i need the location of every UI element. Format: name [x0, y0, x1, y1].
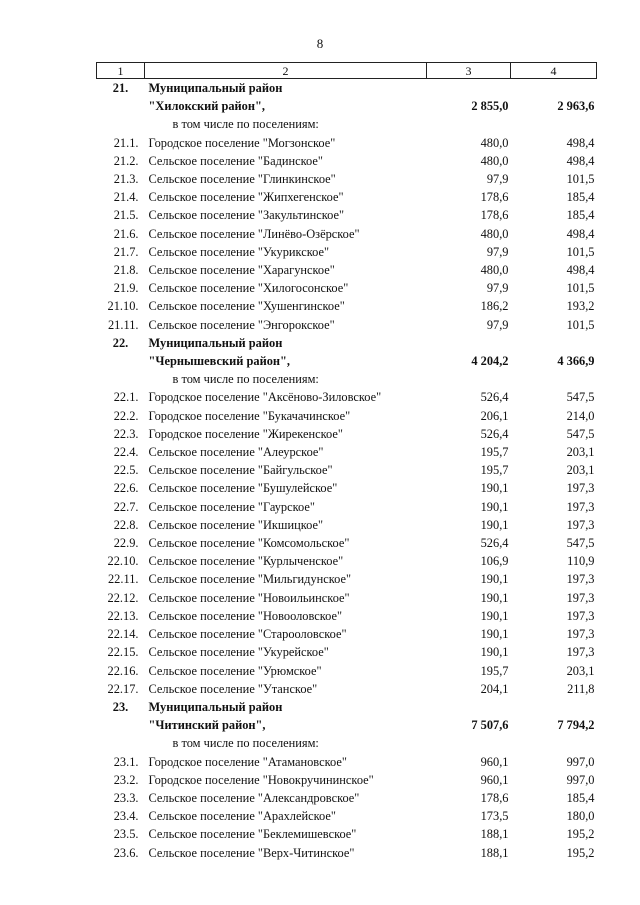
row-number: 21.2. — [113, 153, 139, 168]
row-number: 21.5. — [113, 208, 139, 223]
row-value-col4: 195,2 — [566, 845, 595, 860]
row-value-col3: 204,1 — [480, 681, 509, 696]
district-row — [97, 79, 597, 98]
row-value-col3: 178,6 — [480, 208, 509, 223]
row-number — [97, 716, 145, 734]
row-number: 22.7. — [113, 499, 139, 514]
row-number: 23.1. — [113, 754, 139, 769]
row-number — [97, 97, 145, 115]
table-header — [97, 63, 597, 79]
row-name: Сельское поселение "Верх-Читинское" — [148, 845, 355, 860]
row-value-col4: 211,8 — [567, 681, 595, 696]
row-name: Сельское поселение "Комсомольское" — [148, 536, 350, 551]
table-body — [97, 79, 597, 862]
row-value-col4: 101,5 — [566, 244, 595, 259]
table-row — [97, 825, 597, 843]
row-value-col3: 178,6 — [480, 790, 509, 805]
table-row — [97, 279, 597, 297]
row-value-col4: 997,0 — [566, 772, 595, 787]
row-value-col4: 997,0 — [566, 754, 595, 769]
row-number — [97, 370, 145, 388]
row-number: 21.9. — [113, 281, 139, 296]
row-number: 22.13. — [107, 608, 139, 623]
row-value-col4: 185,4 — [566, 790, 595, 805]
table-row — [97, 771, 597, 789]
row-name: в том числе по поселениям: — [172, 372, 319, 387]
row-value-col4: 498,4 — [566, 226, 595, 241]
row-number: 23. — [112, 699, 129, 714]
subheading-row — [97, 115, 597, 133]
table-row — [97, 680, 597, 698]
row-number: 23.5. — [113, 827, 139, 842]
row-number: 23.2. — [113, 772, 139, 787]
row-value-col4: 180,0 — [566, 809, 595, 824]
row-name: Сельское поселение "Хушенгинское" — [148, 299, 345, 314]
row-value-col4 — [511, 79, 597, 98]
row-name: Муниципальный район — [148, 699, 283, 714]
table-row — [97, 643, 597, 661]
row-value-col3: 480,0 — [480, 135, 509, 150]
table-row — [97, 607, 597, 625]
row-number: 21.8. — [113, 263, 139, 278]
row-name: Сельское поселение "Глинкинское" — [148, 172, 336, 187]
row-number: 22.2. — [113, 408, 139, 423]
row-value-col3: 97,9 — [486, 281, 509, 296]
row-value-col3: 526,4 — [480, 536, 509, 551]
row-number — [97, 352, 145, 370]
row-number: 22.14. — [107, 627, 139, 642]
table-row — [97, 589, 597, 607]
table-row — [97, 261, 597, 279]
row-value-col3: 190,1 — [480, 627, 509, 642]
row-number: 21.6. — [113, 226, 139, 241]
table-row — [97, 425, 597, 443]
row-value-col4: 547,5 — [566, 390, 595, 405]
row-value-col3: 190,1 — [480, 572, 509, 587]
header-col-4: 4 — [511, 63, 597, 79]
row-name: "Чернышевский район", — [148, 354, 291, 369]
row-name: Сельское поселение "Беклемишевское" — [148, 827, 357, 842]
row-value-col3: 97,9 — [486, 317, 509, 332]
table-row — [97, 625, 597, 643]
row-value-col4: 185,4 — [566, 190, 595, 205]
row-value-col4: 101,5 — [566, 281, 595, 296]
row-name: Сельское поселение "Жипхегенское" — [148, 190, 344, 205]
row-name: в том числе по поселениям: — [172, 736, 319, 751]
row-value-col3: 7 507,6 — [471, 718, 509, 733]
row-name: Сельское поселение "Урюмское" — [148, 663, 322, 678]
row-name: Сельское поселение "Харагунское" — [148, 263, 335, 278]
row-value-col3: 195,7 — [480, 663, 509, 678]
table-row — [97, 789, 597, 807]
table-row — [97, 388, 597, 406]
row-value-col3: 190,1 — [480, 499, 509, 514]
row-value-col4 — [511, 734, 597, 752]
table-row — [97, 662, 597, 680]
row-value-col3: 97,9 — [486, 244, 509, 259]
row-name: Городское поселение "Атамановское" — [148, 754, 347, 769]
row-value-col3: 190,1 — [480, 517, 509, 532]
district-row — [97, 334, 597, 352]
table-row — [97, 443, 597, 461]
row-number: 21.7. — [113, 244, 139, 259]
row-number: 21.4. — [113, 190, 139, 205]
row-number: 21.3. — [113, 172, 139, 187]
table-row — [97, 170, 597, 188]
row-value-col3: 2 855,0 — [471, 99, 509, 114]
row-value-col3: 188,1 — [480, 845, 509, 860]
table-row — [97, 753, 597, 771]
row-value-col3: 960,1 — [480, 772, 509, 787]
row-number: 22.10. — [107, 554, 139, 569]
district-row — [97, 698, 597, 716]
table-row — [97, 206, 597, 224]
row-number: 22.8. — [113, 517, 139, 532]
row-number: 23.6. — [113, 845, 139, 860]
row-value-col3: 106,9 — [480, 554, 509, 569]
subheading-row — [97, 734, 597, 752]
row-number: 22.9. — [113, 536, 139, 551]
table-row — [97, 188, 597, 206]
table-row — [97, 225, 597, 243]
table-row — [97, 479, 597, 497]
table-row — [97, 316, 597, 334]
row-name: Сельское поселение "Мильгидунское" — [148, 572, 352, 587]
row-value-col4: 197,3 — [566, 627, 595, 642]
row-name: Сельское поселение "Закультинское" — [148, 208, 345, 223]
row-value-col3: 173,5 — [480, 809, 509, 824]
subheading-row — [97, 370, 597, 388]
table-row — [97, 407, 597, 425]
row-name: Сельское поселение "Александровское" — [148, 790, 360, 805]
row-name: Городское поселение "Букачачинское" — [148, 408, 351, 423]
row-name: Сельское поселение "Арахлейское" — [148, 809, 336, 824]
row-number: 21.11. — [107, 317, 139, 332]
row-name: в том числе по поселениям: — [172, 117, 319, 132]
row-value-col4: 547,5 — [566, 426, 595, 441]
row-value-col3: 190,1 — [480, 481, 509, 496]
row-number: 21.1. — [113, 135, 139, 150]
row-value-col4: 101,5 — [566, 317, 595, 332]
row-name: Сельское поселение "Линёво-Озёрское" — [148, 226, 360, 241]
row-value-col4: 498,4 — [566, 135, 595, 150]
row-value-col3: 4 204,2 — [471, 354, 509, 369]
row-value-col4: 197,3 — [566, 608, 595, 623]
row-name: "Хилокский район", — [148, 99, 265, 114]
row-value-col4: 498,4 — [566, 153, 595, 168]
row-number: 22.15. — [107, 645, 139, 660]
row-value-col4: 193,2 — [566, 299, 595, 314]
row-value-col4: 185,4 — [566, 208, 595, 223]
district-row — [97, 352, 597, 370]
row-value-col4: 214,0 — [566, 408, 595, 423]
row-value-col3: 480,0 — [480, 226, 509, 241]
row-name: Сельское поселение "Новооловское" — [148, 608, 343, 623]
table-row — [97, 498, 597, 516]
row-value-col4: 7 794,2 — [557, 718, 595, 733]
row-value-col3: 206,1 — [480, 408, 509, 423]
row-value-col4: 4 366,9 — [557, 354, 595, 369]
table-row — [97, 844, 597, 862]
row-name: Сельское поселение "Старооловское" — [148, 627, 347, 642]
row-name: Городское поселение "Могзонское" — [148, 135, 336, 150]
district-row — [97, 716, 597, 734]
row-value-col4 — [511, 115, 597, 133]
row-value-col3 — [427, 698, 511, 716]
row-name: Сельское поселение "Энгорокское" — [148, 317, 335, 332]
row-number: 22. — [112, 335, 129, 350]
row-number: 21. — [112, 81, 129, 95]
table-row — [97, 570, 597, 588]
budget-table — [96, 62, 597, 862]
row-name: Сельское поселение "Новоильинское" — [148, 590, 350, 605]
row-name: Городское поселение "Жирекенское" — [148, 426, 343, 441]
row-name: Сельское поселение "Бадинское" — [148, 153, 323, 168]
row-number: 22.5. — [113, 463, 139, 478]
row-name: Сельское поселение "Утанское" — [148, 681, 318, 696]
row-number: 22.16. — [107, 663, 139, 678]
table-row — [97, 134, 597, 152]
row-number — [97, 734, 145, 752]
row-name: Сельское поселение "Укурикское" — [148, 244, 330, 259]
row-value-col4: 197,3 — [566, 517, 595, 532]
row-number: 22.11. — [107, 572, 139, 587]
row-name: Сельское поселение "Хилогосонское" — [148, 281, 349, 296]
header-col-3: 3 — [427, 63, 511, 79]
row-name: Муниципальный район — [148, 335, 283, 350]
row-value-col3 — [427, 334, 511, 352]
table-row — [97, 297, 597, 315]
row-number: 22.3. — [113, 426, 139, 441]
row-number: 22.6. — [113, 481, 139, 496]
table-row — [97, 552, 597, 570]
row-value-col3: 480,0 — [480, 153, 509, 168]
row-value-col4: 2 963,6 — [557, 99, 595, 114]
row-value-col3: 526,4 — [480, 390, 509, 405]
row-value-col4: 547,5 — [566, 536, 595, 551]
row-value-col4: 197,3 — [566, 645, 595, 660]
table-row — [97, 243, 597, 261]
row-value-col4: 197,3 — [566, 590, 595, 605]
row-value-col4: 110,9 — [567, 554, 595, 569]
row-number: 21.10. — [107, 299, 139, 314]
row-name: Муниципальный район — [148, 81, 283, 95]
table-row — [97, 461, 597, 479]
row-value-col4: 101,5 — [566, 172, 595, 187]
row-value-col3: 195,7 — [480, 463, 509, 478]
row-value-col4: 203,1 — [566, 445, 595, 460]
row-name: Сельское поселение "Икшицкое" — [148, 517, 324, 532]
row-value-col3: 960,1 — [480, 754, 509, 769]
row-name: Сельское поселение "Курлыченское" — [148, 554, 344, 569]
row-number: 22.12. — [107, 590, 139, 605]
row-value-col3: 190,1 — [480, 645, 509, 660]
row-value-col4: 197,3 — [566, 499, 595, 514]
row-value-col4: 197,3 — [566, 481, 595, 496]
row-value-col3 — [427, 79, 511, 98]
row-value-col3: 190,1 — [480, 590, 509, 605]
header-col-2: 2 — [145, 63, 427, 79]
row-value-col4 — [511, 698, 597, 716]
row-name: Городское поселение "Аксёново-Зиловское" — [148, 390, 382, 405]
row-value-col3 — [427, 115, 511, 133]
row-number — [97, 115, 145, 133]
row-name: Сельское поселение "Байгульское" — [148, 463, 333, 478]
row-name: Сельское поселение "Алеурское" — [148, 445, 324, 460]
row-value-col3: 526,4 — [480, 426, 509, 441]
table-row — [97, 807, 597, 825]
row-value-col3: 188,1 — [480, 827, 509, 842]
district-row — [97, 97, 597, 115]
header-row — [97, 63, 597, 79]
row-value-col4 — [511, 334, 597, 352]
table-row — [97, 534, 597, 552]
row-number: 23.3. — [113, 790, 139, 805]
row-number: 22.17. — [107, 681, 139, 696]
row-value-col3 — [427, 370, 511, 388]
row-value-col4: 197,3 — [566, 572, 595, 587]
row-value-col3: 186,2 — [480, 299, 509, 314]
row-value-col4 — [511, 370, 597, 388]
row-value-col4: 203,1 — [566, 463, 595, 478]
row-name: "Читинский район", — [148, 718, 266, 733]
row-value-col3: 195,7 — [480, 445, 509, 460]
page-number: 8 — [316, 36, 324, 51]
row-number: 23.4. — [113, 809, 139, 824]
row-value-col3: 178,6 — [480, 190, 509, 205]
header-col-1: 1 — [97, 63, 145, 79]
row-value-col3: 97,9 — [486, 172, 509, 187]
table-row — [97, 516, 597, 534]
row-value-col4: 498,4 — [566, 263, 595, 278]
row-number: 22.4. — [113, 445, 139, 460]
row-number: 22.1. — [113, 390, 139, 405]
row-value-col3 — [427, 734, 511, 752]
row-name: Городское поселение "Новокручининское" — [148, 772, 374, 787]
row-name: Сельское поселение "Бушулейское" — [148, 481, 338, 496]
row-value-col4: 195,2 — [566, 827, 595, 842]
row-value-col4: 203,1 — [566, 663, 595, 678]
table-row — [97, 152, 597, 170]
row-name: Сельское поселение "Гаурское" — [148, 499, 315, 514]
row-value-col3: 190,1 — [480, 608, 509, 623]
row-value-col3: 480,0 — [480, 263, 509, 278]
row-name: Сельское поселение "Укурейское" — [148, 645, 329, 660]
budget-table-container — [96, 62, 596, 862]
